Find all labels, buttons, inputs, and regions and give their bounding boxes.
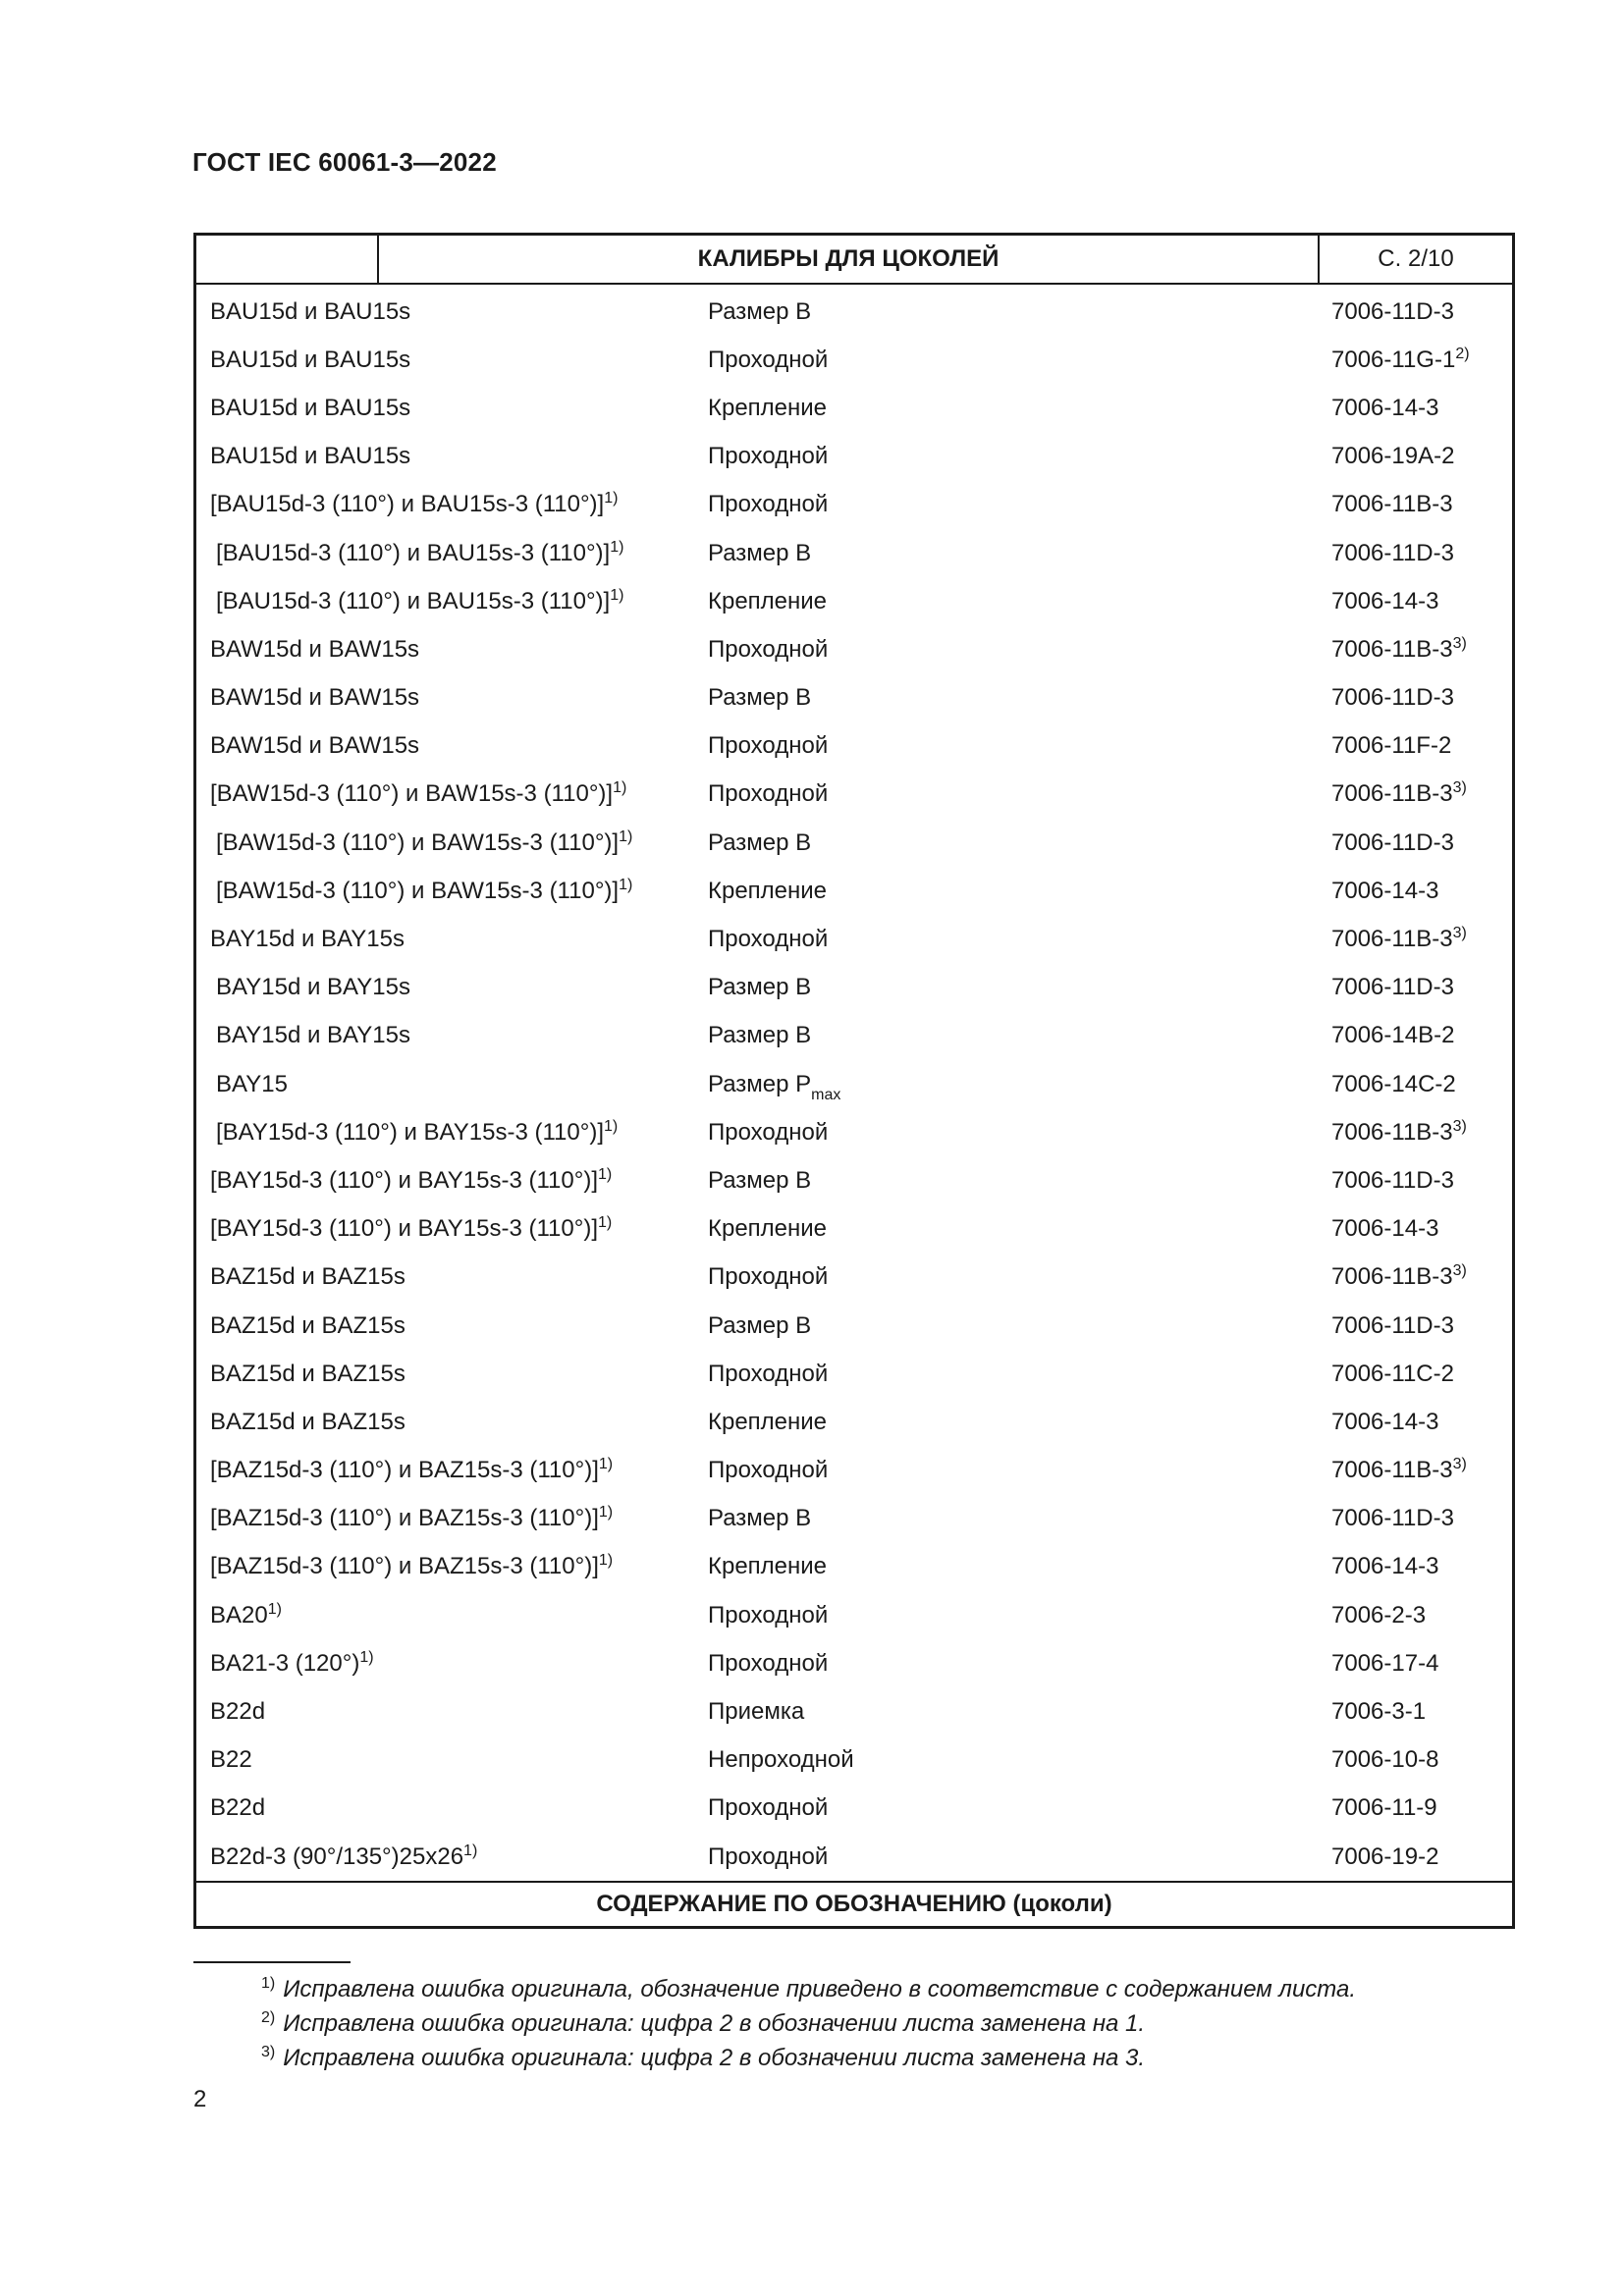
table-row [196,1833,1512,1881]
sheet-number [1331,1505,1454,1532]
base-designation [210,395,410,422]
gauge-type [708,1505,811,1532]
base-designation-text: BAU15d и BAU15s [210,346,411,373]
sheet-number-text: 7006-11F-2 [1331,732,1452,760]
table-title: КАЛИБРЫ ДЛЯ ЦОКОЛЕЙ [379,236,1320,283]
table-row [196,1736,1512,1785]
base-designation [216,588,623,615]
sheet-number [1331,1215,1438,1243]
gauge-type-text: Проходной [708,635,829,663]
sheet-number-text: 7006-11D-3 [1331,1311,1454,1339]
footnote-ref: 1) [604,490,619,507]
base-designation-text: BAY15d и BAY15s [210,926,405,953]
gauge-type [708,732,828,760]
gauge-type-text: Проходной [708,1118,829,1146]
base-designation-text: BAZ15d и BAZ15s [210,1360,406,1387]
sheet-number-text: 7006-11G-1 [1331,346,1456,373]
footnote [261,2006,1356,2041]
table-row [196,771,1512,819]
table-row [196,1447,1512,1495]
sheet-number [1331,1312,1454,1340]
base-designation [216,974,410,1001]
sheet-number [1331,1746,1438,1774]
base-designation [210,732,419,760]
footnote-ref: 3) [1452,925,1467,942]
base-designation [210,1457,613,1484]
base-designation-text: [BAW15d-3 (110°) и BAW15s-3 (110°)] [216,877,620,904]
base-designation [210,1312,406,1340]
sheet-number [1331,491,1453,518]
table-row [196,1543,1512,1591]
table-row [196,1591,1512,1639]
table-row [196,722,1512,771]
base-designation [210,1215,612,1243]
footnote-mark: 3) [261,2044,276,2060]
table-row [196,1060,1512,1108]
sheet-number-text: 7006-14B-2 [1331,1022,1455,1049]
sheet-number-text: 7006-14C-2 [1331,1070,1456,1097]
footnote-ref: 1) [604,1117,619,1135]
gauge-type-text: Проходной [708,780,829,808]
gauge-type-text: Проходной [708,443,829,470]
gauge-type-text: Размер P [708,1070,812,1097]
sheet-number-text: 7006-11B-3 [1331,1118,1453,1146]
sheet-number [1331,926,1467,953]
sheet-number-text: 7006-14-3 [1331,1408,1439,1435]
footnote-mark: 1) [261,1975,276,1992]
gauge-type [708,878,827,905]
table-row [196,433,1512,481]
sheet-number [1331,1071,1456,1098]
gauge-type [708,1553,827,1580]
base-designation [210,684,419,712]
sheet-number-text: 7006-11B-3 [1331,1457,1453,1484]
table-row [196,964,1512,1012]
table-row [196,1205,1512,1254]
table-row [196,1785,1512,1833]
footnote-ref: 1) [267,1600,282,1618]
footnote-ref: 3) [1452,634,1467,652]
sheet-number [1331,1843,1438,1871]
gauge-type-text: Проходной [708,491,829,518]
gauge-type [708,1167,811,1195]
footnote-ref: 2) [1455,345,1470,362]
gauge-type [708,1409,827,1436]
sheet-number-text: 7006-11B-3 [1331,491,1453,518]
sheet-number-text: 7006-11D-3 [1331,1505,1454,1532]
gauge-type-text: Крепление [708,394,828,421]
gauge-type [708,1746,854,1774]
sheet-number-text: 7006-14-3 [1331,1553,1439,1580]
gauge-type-text: Проходной [708,1601,829,1629]
base-designation [210,636,419,664]
base-designation [216,878,632,905]
sheet-number [1331,1263,1467,1291]
table-row [196,529,1512,577]
sheet-number [1331,780,1467,808]
gauge-type-text: Размер В [708,974,812,1001]
sheet-number [1331,1022,1454,1049]
gauge-type [708,540,811,567]
footnotes [261,1972,1356,2075]
footnote [261,2041,1356,2075]
footnote-ref: 1) [598,1504,614,1522]
base-designation-text: BA21-3 (120°) [210,1649,360,1677]
sheet-number-text: 7006-11B-3 [1331,780,1453,808]
footnote-ref: 1) [598,1165,613,1183]
sheet-number-text: 7006-11-9 [1331,1794,1437,1822]
page-number: 2 [193,2086,207,2112]
base-designation-text: BAW15d и BAW15s [210,732,420,760]
base-designation-text: BAY15d и BAY15s [216,1022,410,1049]
sheet-number-text: 7006-11D-3 [1331,539,1454,566]
gauge-type-subscript: max [811,1086,841,1103]
sheet-number-text: 7006-11B-3 [1331,635,1453,663]
base-designation-text: [BAZ15d-3 (110°) и BAZ15s-3 (110°)] [210,1457,599,1484]
sheet-number-text: 7006-14-3 [1331,394,1439,421]
base-designation [210,1361,406,1388]
gauge-type-text: Размер В [708,1311,812,1339]
table-footer: СОДЕРЖАНИЕ ПО ОБОЗНАЧЕНИЮ (цоколи) [196,1881,1512,1926]
gauge-type-text: Непроходной [708,1746,854,1774]
table-row [196,1254,1512,1302]
sheet-number-text: 7006-14-3 [1331,1215,1439,1243]
sheet-number [1331,1553,1438,1580]
sheet-number [1331,1602,1426,1629]
table-row [196,336,1512,384]
footnote-divider [193,1961,351,1963]
footnote-ref: 3) [1452,1456,1467,1473]
footnote-ref: 3) [1452,1262,1467,1280]
gauge-type-text: Крепление [708,1408,828,1435]
footnote-ref: 1) [463,1842,478,1859]
base-designation [216,1119,618,1147]
base-designation [210,1505,613,1532]
gauge-type [708,1457,828,1484]
base-designation [216,1071,288,1098]
gauge-type [708,443,828,470]
sheet-number [1331,1698,1426,1726]
table-row [196,481,1512,529]
base-designation-text: BAU15d и BAU15s [210,443,411,470]
sheet-number [1331,1650,1438,1678]
gauge-type [708,1215,827,1243]
sheet-number-text: 7006-17-4 [1331,1649,1439,1677]
gauge-type-text: Крепление [708,587,828,614]
gauge-type [708,298,811,326]
base-designation [210,1746,252,1774]
base-designation-text: [BAY15d-3 (110°) и BAY15s-3 (110°)] [210,1215,599,1243]
sheet-number [1331,443,1454,470]
table-page-ref: С. 2/10 [1378,245,1454,272]
gauge-type [708,1263,828,1291]
sheet-number-text: 7006-11D-3 [1331,1166,1454,1194]
footnote-text: Исправлена ошибка оригинала: цифра 2 в обозначении листа заменена на 3. [283,2045,1146,2071]
table-row [196,1012,1512,1060]
base-designation-text: B22d [210,1794,266,1822]
sheet-number-text: 7006-3-1 [1331,1698,1427,1726]
sheet-number [1331,1794,1437,1822]
gauge-type-text: Приемка [708,1698,805,1726]
base-designation [210,491,618,518]
gauge-type-text: Размер В [708,1505,812,1532]
base-designation-text: [BAU15d-3 (110°) и BAU15s-3 (110°)] [210,491,605,518]
table-row [196,1156,1512,1204]
gauge-type-text: Проходной [708,1649,829,1677]
gauge-type-text: Размер В [708,828,812,856]
table-row [196,577,1512,625]
table-row [196,915,1512,963]
gauge-type-text: Размер В [708,539,812,566]
sheet-number-text: 7006-19A-2 [1331,443,1455,470]
footnote-ref: 1) [610,538,624,556]
sheet-number-text: 7006-11C-2 [1331,1360,1454,1387]
base-designation-text: BA20 [210,1601,268,1629]
gauge-type [708,636,828,664]
table-row [196,1108,1512,1156]
gauge-type [708,1698,804,1726]
base-designation-text: B22d-3 (90°/135°)25x26 [210,1842,464,1870]
gauge-type [708,829,811,857]
sheet-number [1331,540,1454,567]
base-designation [216,540,623,567]
sheet-number [1331,636,1467,664]
base-designation-text: [BAW15d-3 (110°) и BAW15s-3 (110°)] [210,780,614,808]
base-designation [210,1794,265,1822]
footnote-ref: 1) [610,586,624,604]
table-row [196,625,1512,673]
gauge-type [708,1119,828,1147]
table-row [196,384,1512,432]
base-designation-text: BAU15d и BAU15s [210,394,411,421]
base-designation [210,347,410,374]
gauge-type [708,588,827,615]
table-row [196,288,1512,336]
footnote-text: Исправлена ошибка оригинала: цифра 2 в обозначении листа заменена на 1. [283,2010,1146,2037]
table-body [196,285,1512,1881]
sheet-number-text: 7006-14-3 [1331,877,1439,904]
gauge-type-text: Проходной [708,1457,829,1484]
sheet-number-text: 7006-11D-3 [1331,684,1454,712]
gauge-type [708,974,811,1001]
sheet-number-text: 7006-14-3 [1331,587,1439,614]
gauge-type-text: Размер В [708,1166,812,1194]
footnote-ref: 1) [613,779,627,797]
footnote-ref: 1) [619,876,633,893]
table-row [196,1495,1512,1543]
base-designation [216,1022,410,1049]
footnote-ref: 3) [1452,779,1467,797]
base-designation-text: [BAZ15d-3 (110°) и BAZ15s-3 (110°)] [210,1553,599,1580]
table-row [196,867,1512,915]
gauge-type-text: Размер В [708,1022,812,1049]
base-designation [210,1553,613,1580]
base-designation-text: [BAU15d-3 (110°) и BAU15s-3 (110°)] [216,539,611,566]
base-designation [210,926,405,953]
gauge-type-text: Проходной [708,346,829,373]
base-designation-text: BAW15d и BAW15s [210,684,420,712]
sheet-number [1331,732,1451,760]
sheet-number-text: 7006-11B-3 [1331,1263,1453,1291]
base-designation-text: B22d [210,1698,266,1726]
sheet-number [1331,347,1470,374]
gauge-type-text: Проходной [708,1794,829,1822]
gauge-type-text: Проходной [708,1842,829,1870]
gauge-type-text: Проходной [708,732,829,760]
base-designation [210,1263,406,1291]
gauge-type-text: Крепление [708,1215,828,1243]
table-row [196,1302,1512,1350]
gauge-type [708,926,828,953]
sheet-number [1331,1119,1467,1147]
sheet-number [1331,1167,1454,1195]
footnote-ref: 1) [598,1214,613,1232]
footnote [261,1972,1356,2006]
table-row [196,1398,1512,1446]
base-designation-text: BAZ15d и BAZ15s [210,1311,406,1339]
table-header [196,236,1512,285]
gauge-type-text: Проходной [708,926,829,953]
gauge-type-text: Крепление [708,877,828,904]
gauge-type-text: Проходной [708,1263,829,1291]
footnote-ref: 3) [1452,1117,1467,1135]
base-designation-text: [BAY15d-3 (110°) и BAY15s-3 (110°)] [210,1166,599,1194]
gauge-type [708,491,828,518]
base-designation [210,1698,265,1726]
base-designation-text: BAZ15d и BAZ15s [210,1263,406,1291]
base-designation-text: [BAU15d-3 (110°) и BAU15s-3 (110°)] [216,587,611,614]
sheet-number [1331,878,1438,905]
gauge-type [708,1312,811,1340]
gauge-type [708,1602,828,1629]
sheet-number-text: 7006-11B-3 [1331,926,1453,953]
table-row [196,819,1512,867]
gauge-type [708,1070,841,1103]
table-header-blank-cell [196,236,379,283]
sheet-number-text: 7006-19-2 [1331,1842,1439,1870]
sheet-number [1331,1409,1438,1436]
gauge-type [708,347,828,374]
base-designation-text: [BAW15d-3 (110°) и BAW15s-3 (110°)] [216,828,620,856]
table-row [196,674,1512,722]
footnote-ref: 1) [619,828,633,845]
footnote-ref: 1) [359,1648,374,1666]
sheet-number-text: 7006-2-3 [1331,1601,1427,1629]
sheet-number-text: 7006-11D-3 [1331,828,1454,856]
gauge-type-text: Размер В [708,684,812,712]
sheet-number-text: 7006-11D-3 [1331,974,1454,1001]
sheet-number [1331,1361,1454,1388]
gauge-type-text: Крепление [708,1553,828,1580]
base-designation [210,1602,282,1629]
gauge-type [708,780,828,808]
base-designation [210,1409,406,1436]
base-designation-text: B22 [210,1746,252,1774]
sheet-number-text: 7006-10-8 [1331,1746,1439,1774]
footnote-text: Исправлена ошибка оригинала, обозначение приведено в соответствие с содержанием листа. [283,1976,1357,2002]
sheet-number [1331,298,1454,326]
base-designation-text: BAU15d и BAU15s [210,297,411,325]
base-designation [210,443,410,470]
footnote-mark: 2) [261,2009,276,2026]
base-designation [210,1843,477,1871]
table-row [196,1639,1512,1687]
gauge-type-text: Размер В [708,297,812,325]
table-row [196,1687,1512,1735]
sheet-number [1331,829,1454,857]
base-designation [216,829,632,857]
footnote-ref: 1) [598,1456,614,1473]
gauge-type [708,1794,828,1822]
gauge-type [708,684,811,712]
base-designation [210,1167,612,1195]
table-row [196,1350,1512,1398]
gauge-type [708,1022,811,1049]
gauge-type [708,395,827,422]
base-designation-text: [BAZ15d-3 (110°) и BAZ15s-3 (110°)] [210,1505,599,1532]
base-designation [210,780,626,808]
base-designation [210,298,410,326]
gauge-type [708,1361,828,1388]
gauge-type [708,1843,828,1871]
footnote-ref: 1) [598,1552,614,1570]
base-designation-text: BAZ15d и BAZ15s [210,1408,406,1435]
sheet-number [1331,395,1438,422]
sheet-number [1331,588,1438,615]
sheet-number-text: 7006-11D-3 [1331,297,1454,325]
document-header: ГОСТ IEC 60061-3—2022 [192,147,497,177]
sheet-number [1331,684,1454,712]
gauge-type-text: Проходной [708,1360,829,1387]
base-designation-text: BAW15d и BAW15s [210,635,420,663]
base-designation-text: BAY15 [216,1070,288,1097]
base-designation [210,1650,374,1678]
sheet-number [1331,974,1454,1001]
base-designation-text: [BAY15d-3 (110°) и BAY15s-3 (110°)] [216,1118,605,1146]
base-designation-text: BAY15d и BAY15s [216,974,410,1001]
gauge-table [193,233,1515,1929]
gauge-type [708,1650,828,1678]
sheet-number [1331,1457,1467,1484]
